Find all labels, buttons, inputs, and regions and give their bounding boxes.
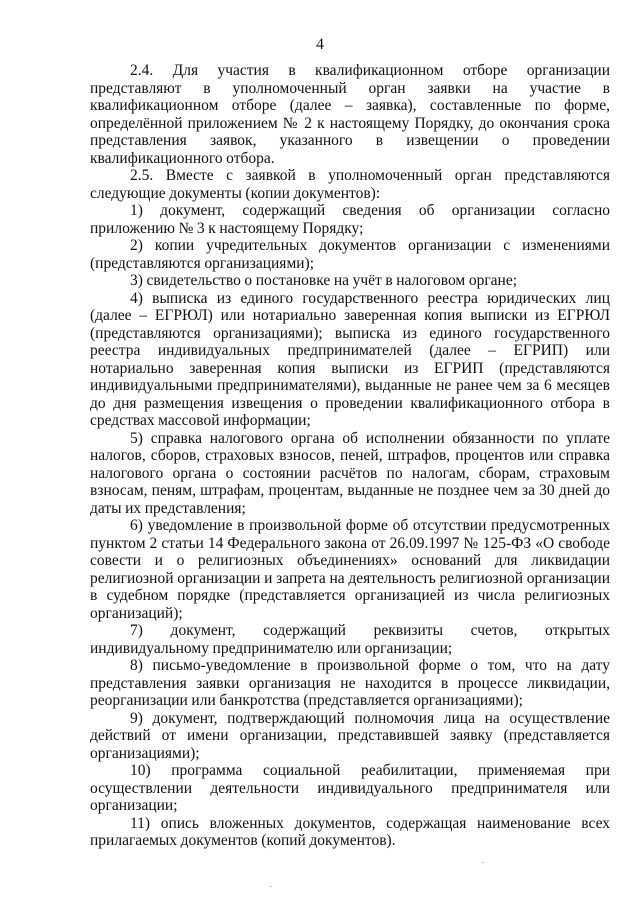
list-item-4: 4) выписка из единого государственного реестра юридических лиц (далее – ЕГРЮЛ) или нотариально заверенная копия выписки из ЕГРЮЛ (представляются организациями); выписка из единого государственного реестра индивидуальных предпринимателей (далее – ЕГРИП) или нотариально заверенная копия выписки из ЕГРИП (представляются индивидуальными предпринимателями), выданные не ранее чем за 6 месяцев до дня размещения извещения о проведении квалификационного отбора в средствах массовой информации; [90, 289, 610, 429]
list-item-7: 7) документ, содержащий реквизиты счетов, открытых индивидуальному предпринимателю или организации; [90, 622, 610, 657]
list-item-8: 8) письмо-уведомление в произвольной форме о том, что на дату представления заявки организация не находится в процессе ликвидации, реорганизации или банкротства (представляется организациями); [90, 657, 610, 709]
list-item-5: 5) справка налогового органа об исполнении обязанности по уплате налогов, сборов, страховых взносов, пеней, штрафов, процентов или справка налогового органа о состоянии расчётов по налогам, сборам, страховым взносам, пеням, штрафам, процентам, выданные не позднее чем за 30 дней до даты их представления; [90, 429, 610, 517]
scan-speck [270, 886, 272, 887]
list-item-10: 10) программа социальной реабилитации, применяемая при осуществлении деятельности индивидуального предпринимателя или организации; [90, 762, 610, 814]
paragraph-2-5: 2.5. Вместе с заявкой в уполномоченный орган представляются следующие документы (копии документов): [90, 167, 610, 202]
list-item-9: 9) документ, подтверждающий полномочия лица на осуществление действий от имени организации, представившей заявку (представляется организациями); [90, 709, 610, 762]
list-item-2: 2) копии учредительных документов организации с изменениями (представляются организациями); [90, 237, 610, 272]
page-number: 4 [316, 36, 324, 53]
list-item-1: 1) документ, содержащий сведения об организации согласно приложению № 3 к настоящему Порядку; [90, 202, 610, 237]
list-item-6: 6) уведомление в произвольной форме об отсутствии предусмотренных пунктом 2 статьи 14 Федерального закона от 26.09.1997 № 125-ФЗ «О свободе совести и о религиозных объединениях» оснований для ликвидации религиозной организации и запрета на деятельность религиозной организации в судебном порядке (представляется организацией из числа религиозных организаций); [90, 517, 610, 622]
scan-speck [482, 862, 484, 863]
list-item-11: 11) опись вложенных документов, содержащая наименование всех прилагаемых документов (копий документов). [90, 814, 610, 849]
document-body [90, 62, 610, 850]
paragraph-2-4: 2.4. Для участия в квалификационном отборе организации представляют в уполномоченный орган заявки на участие в квалификационном отборе (далее – заявка), составленные по форме, определённой приложением № 2 к настоящему Порядку, до окончания срока представления заявок, указанного в извещении о проведении квалификационного отбора. [90, 62, 610, 167]
list-item-3: 3) свидетельство о постановке на учёт в налоговом органе; [130, 272, 518, 289]
